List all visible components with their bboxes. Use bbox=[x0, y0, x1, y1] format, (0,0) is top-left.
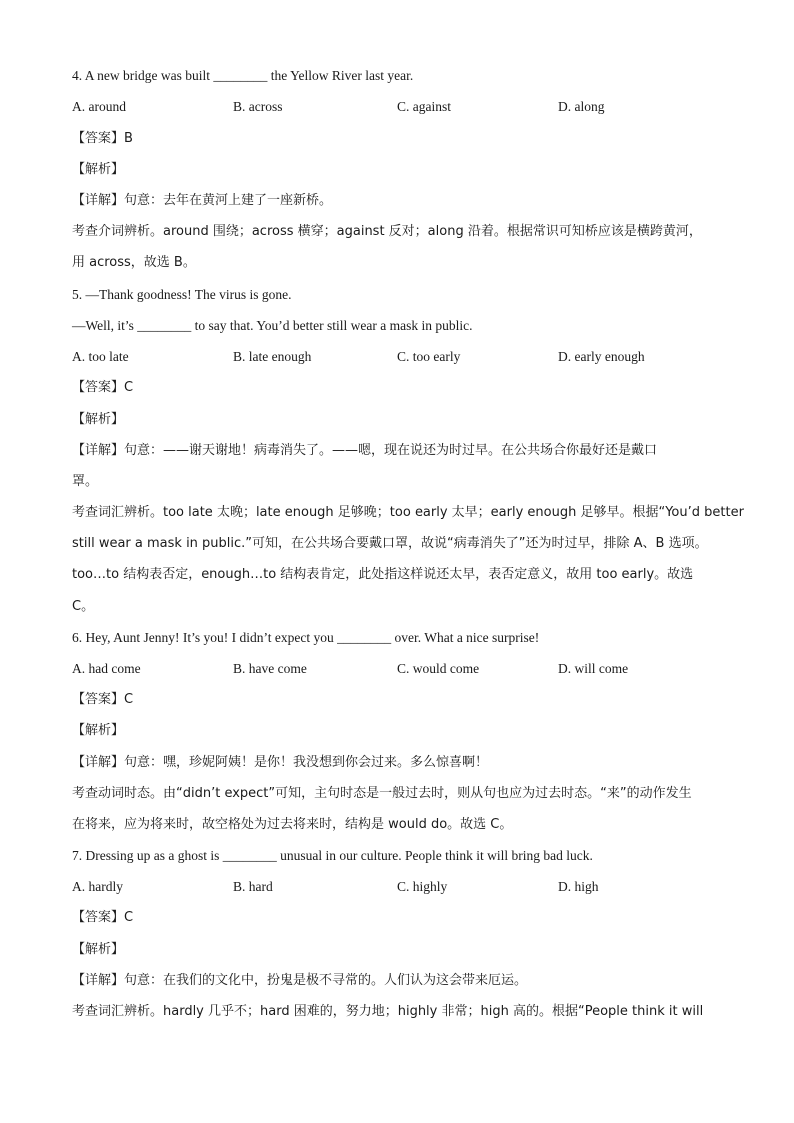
question-5-detail: 【详解】句意：——谢天谢地！病毒消失了。——嗯，现在说还为时过早。在公共场合你最好还是戴口 bbox=[72, 443, 658, 458]
question-5-stem-line-2: —Well, it’s ________ to say that. You’d better still wear a mask in public. bbox=[72, 318, 473, 333]
question-7-stem: 7. Dressing up as a ghost is ________ unusual in our culture. People think it will bring bad luck. bbox=[72, 848, 593, 863]
question-7-option-d: D. high bbox=[558, 879, 599, 894]
question-5-option-d: D. early enough bbox=[558, 349, 645, 364]
question-7-option-a: A. hardly bbox=[72, 879, 123, 894]
question-5-answer: 【答案】C bbox=[72, 380, 134, 395]
question-5-stem: 5. —Thank goodness! The virus is gone. bbox=[72, 287, 292, 302]
question-7-option-c: C. highly bbox=[397, 879, 448, 894]
question-4-explanation-line: 用 across，故选 B。 bbox=[72, 255, 196, 270]
question-4-stem: 4. A new bridge was built ________ the Yellow River last year. bbox=[72, 68, 414, 83]
question-5-explanation-line: C。 bbox=[72, 599, 95, 614]
question-7-analysis-title: 【解析】 bbox=[72, 942, 125, 957]
question-6-answer: 【答案】C bbox=[72, 692, 134, 707]
question-6-explanation-line: 考查动词时态。由“didn’t expect”可知，主句时态是一般过去时，则从句也应为过去时态。“来”的动作发生 bbox=[72, 786, 692, 801]
question-6-option-d: D. will come bbox=[558, 661, 629, 676]
question-7-detail: 【详解】句意：在我们的文化中，扮鬼是极不寻常的。人们认为这会带来厄运。 bbox=[72, 973, 528, 988]
question-7-option-b: B. hard bbox=[233, 879, 273, 894]
question-6-explanation-line: 在将来，应为将来时，故空格处为过去将来时，结构是 would do。故选 C。 bbox=[72, 817, 513, 832]
question-6-option-b: B. have come bbox=[233, 661, 307, 676]
question-6-analysis-title: 【解析】 bbox=[72, 723, 125, 738]
question-4-option-d: D. along bbox=[558, 99, 605, 114]
question-6-stem: 6. Hey, Aunt Jenny! It’s you! I didn’t expect you ________ over. What a nice surprise! bbox=[72, 630, 540, 645]
question-5-option-a: A. too late bbox=[72, 349, 129, 364]
question-6-option-a: A. had come bbox=[72, 661, 141, 676]
question-5-detail-line-2: 罩。 bbox=[72, 474, 99, 489]
question-5-explanation-line: still wear a mask in public.”可知，在公共场合要戴口罩，故说“病毒消失了”还为时过早，排除 A、B 选项。 bbox=[72, 536, 708, 551]
question-7-answer: 【答案】C bbox=[72, 910, 134, 925]
question-6-option-c: C. would come bbox=[397, 661, 480, 676]
question-4-analysis-title: 【解析】 bbox=[72, 162, 125, 177]
question-5-explanation-line: too…to 结构表否定，enough…to 结构表肯定，此处指这样说还太早，表否定意义，故用 too early。故选 bbox=[72, 567, 694, 582]
question-4-detail: 【详解】句意：去年在黄河上建了一座新桥。 bbox=[72, 193, 333, 208]
question-5-analysis-title: 【解析】 bbox=[72, 412, 125, 427]
question-4-answer: 【答案】B bbox=[72, 131, 133, 146]
question-4-option-c: C. against bbox=[397, 99, 451, 114]
question-5-option-c: C. too early bbox=[397, 349, 461, 364]
question-4-explanation-line: 考查介词辨析。around 围绕；across 横穿；against 反对；along 沿着。根据常识可知桥应该是横跨黄河， bbox=[72, 224, 702, 239]
question-7-explanation-line: 考查词汇辨析。hardly 几乎不；hard 困难的，努力地；highly 非常；high 高的。根据“People think it will bbox=[72, 1004, 704, 1019]
question-4-option-b: B. across bbox=[233, 99, 283, 114]
question-5-explanation-line: 考查词汇辨析。too late 太晚；late enough 足够晚；too early 太早；early enough 足够早。根据“You’d better bbox=[72, 505, 744, 520]
question-6-detail: 【详解】句意：嘿，珍妮阿姨！是你！我没想到你会过来。多么惊喜啊！ bbox=[72, 755, 489, 770]
question-4-option-a: A. around bbox=[72, 99, 126, 114]
question-5-option-b: B. late enough bbox=[233, 349, 312, 364]
